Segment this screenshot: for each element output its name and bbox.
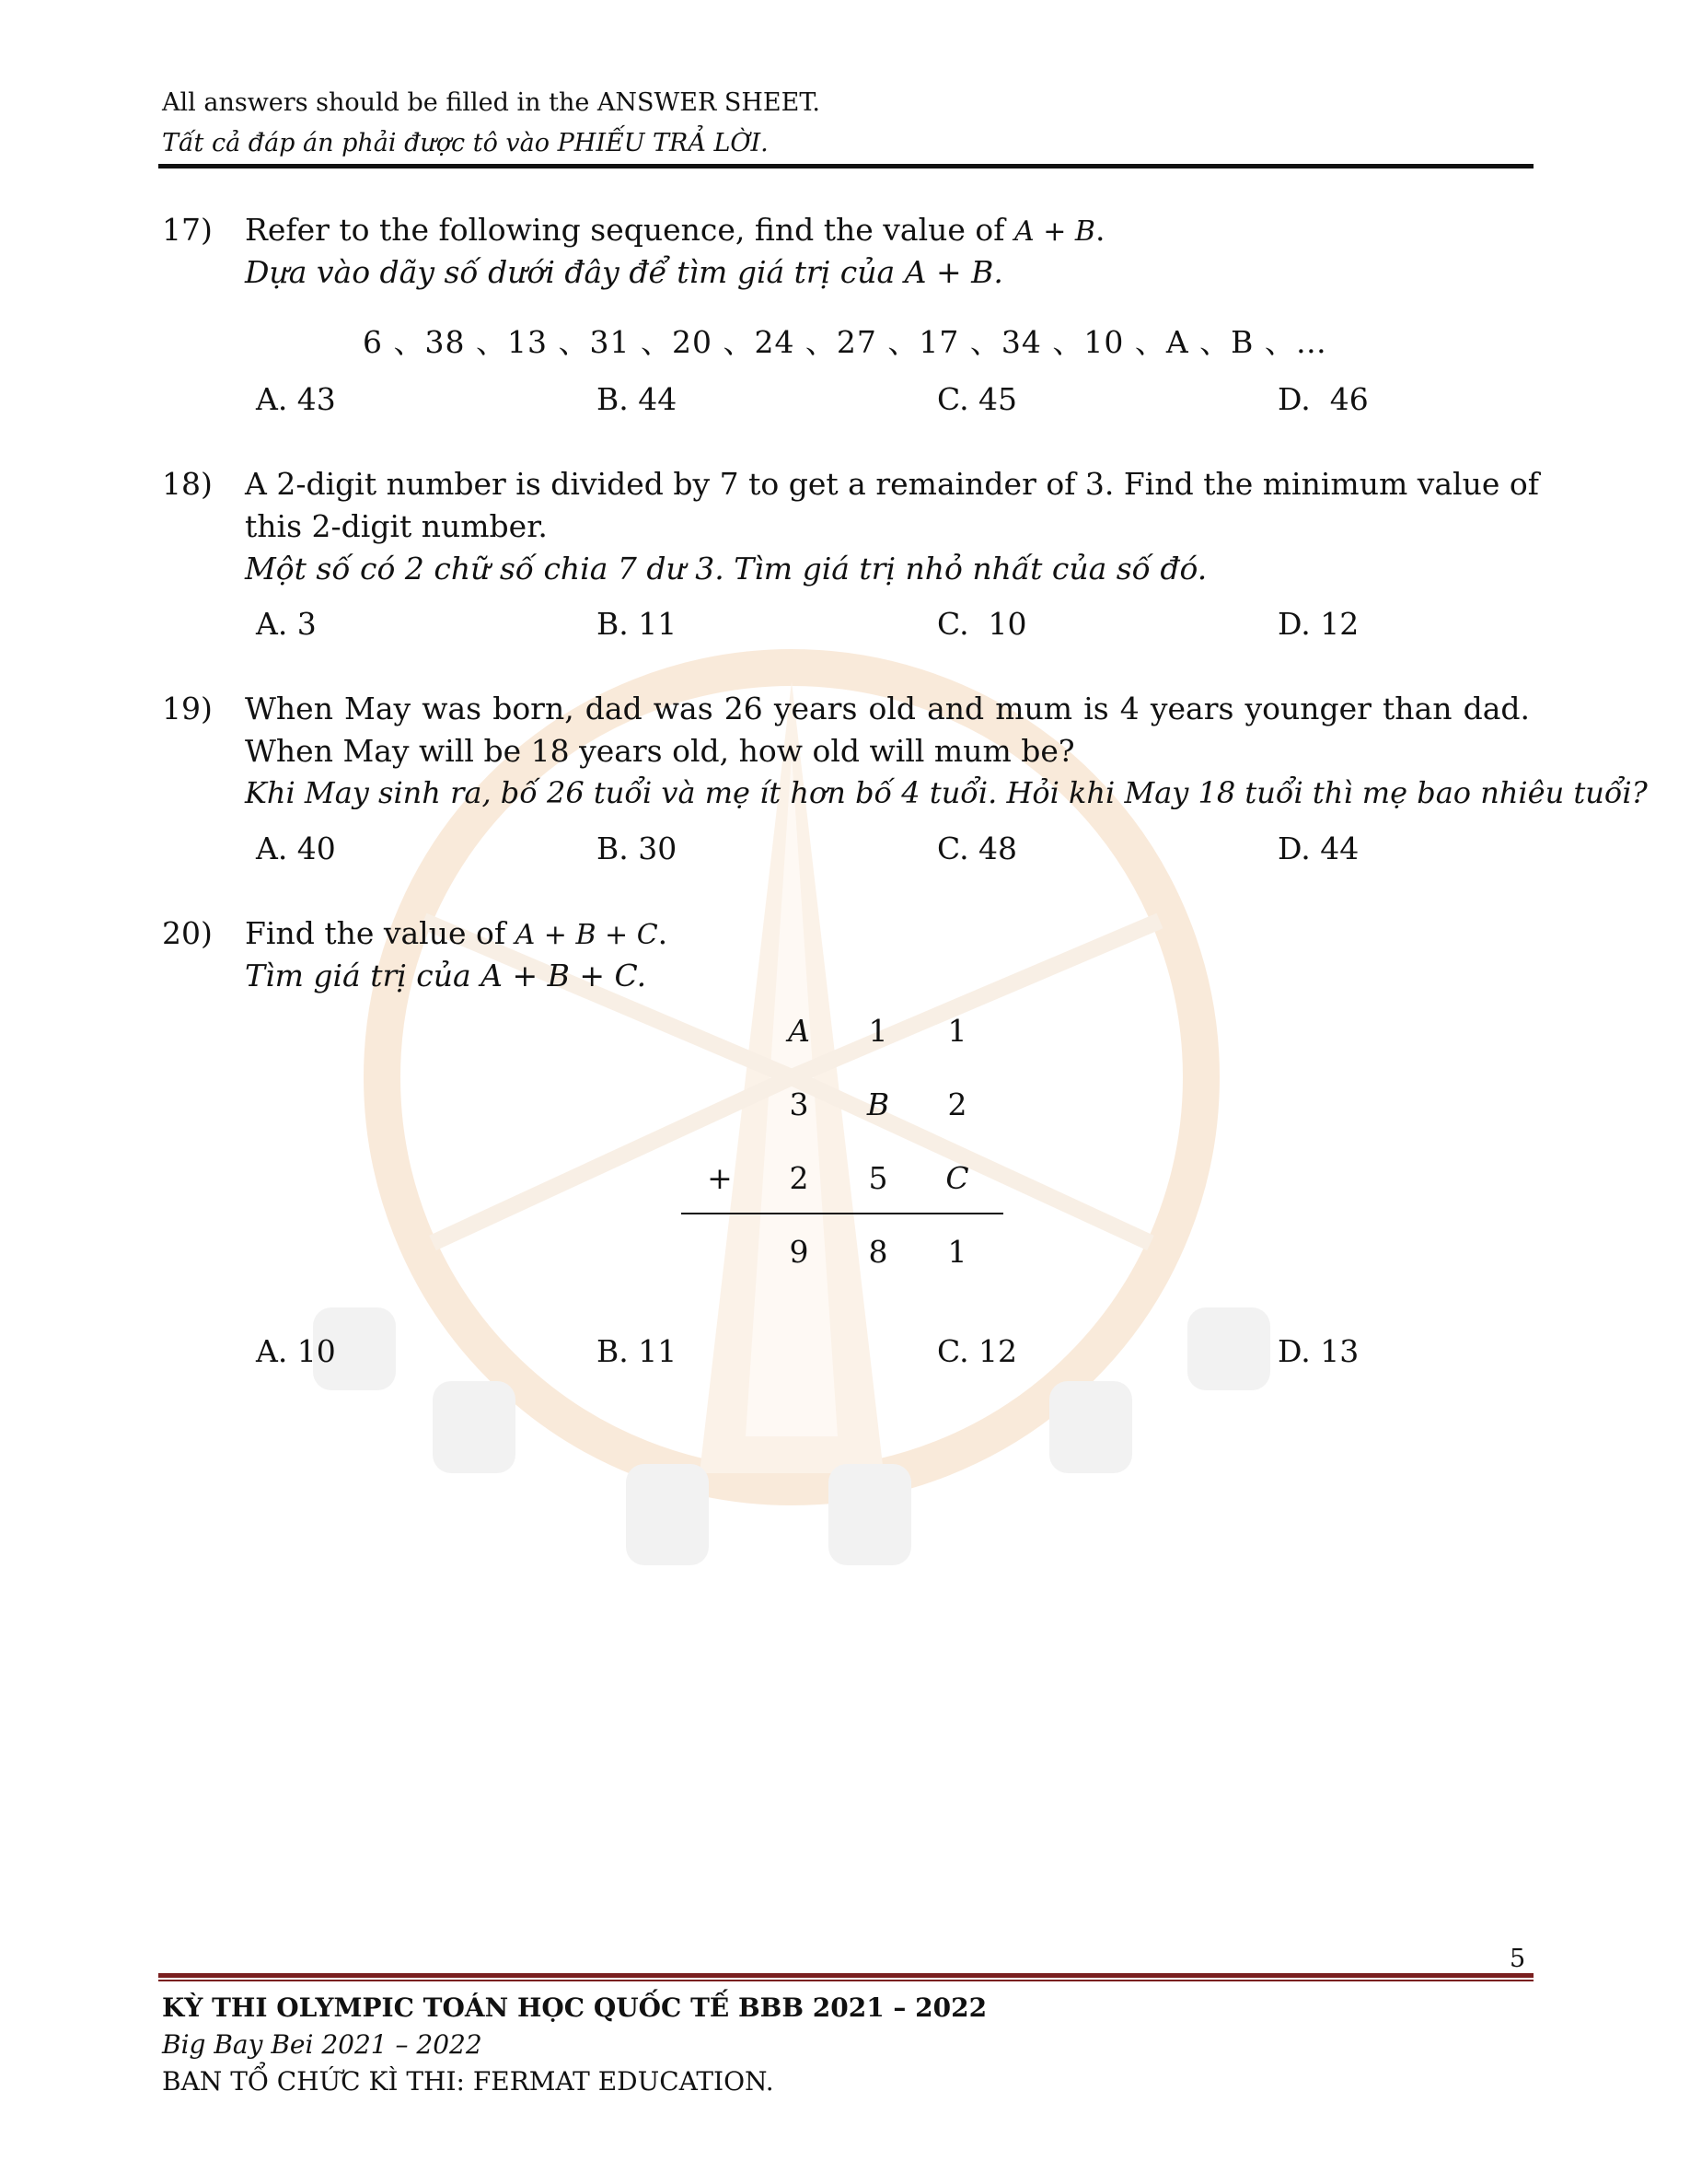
footer-divider bbox=[158, 1973, 1534, 1978]
question-18-option-d[interactable]: D. 12 bbox=[1278, 606, 1360, 642]
plus-sign: + bbox=[707, 1160, 733, 1196]
question-20-text: Find the value of bbox=[245, 915, 506, 951]
addition-result-digit: 8 bbox=[868, 1234, 888, 1270]
addition-cell: 2 bbox=[947, 1086, 967, 1122]
footer-organizer: BAN TỔ CHỨC KÌ THI: FERMAT EDUCATION. bbox=[162, 2066, 774, 2097]
question-20-vietnamese: Tìm giá trị của A + B + C. bbox=[245, 958, 647, 993]
question-20-option-c[interactable]: C. 12 bbox=[937, 1333, 1018, 1369]
question-19-option-a[interactable]: A. 40 bbox=[256, 831, 336, 866]
question-18-option-b[interactable]: B. 11 bbox=[596, 606, 677, 642]
footer-subtitle: Big Bay Bei 2021 – 2022 bbox=[162, 2029, 482, 2060]
addition-cell: 3 bbox=[789, 1086, 809, 1122]
question-20-option-b[interactable]: B. 11 bbox=[596, 1333, 677, 1369]
footer-divider-thin bbox=[158, 1980, 1534, 1981]
header-divider bbox=[158, 164, 1534, 168]
question-19-option-d[interactable]: D. 44 bbox=[1278, 831, 1360, 866]
question-18-option-c[interactable]: C. 10 bbox=[937, 606, 1027, 642]
question-17-option-c[interactable]: C. 45 bbox=[937, 381, 1018, 417]
instruction-english: All answers should be filled in the ANSWER SHEET. bbox=[162, 88, 820, 117]
question-19-option-b[interactable]: B. 30 bbox=[596, 831, 677, 866]
question-20-option-d[interactable]: D. 13 bbox=[1278, 1333, 1360, 1369]
question-19-vietnamese: Khi May sinh ra, bố 26 tuổi và mẹ ít hơn bố 4 tuổi. Hỏi khi May 18 tuổi thì mẹ bao nhiêu tuổi? bbox=[245, 775, 1648, 810]
addition-cell: A bbox=[788, 1013, 810, 1049]
question-20-english: Find the value of A + B + C. bbox=[245, 915, 668, 951]
addition-result-digit: 1 bbox=[947, 1234, 967, 1270]
addition-cell: C bbox=[945, 1160, 969, 1196]
instruction-vietnamese: Tất cả đáp án phải được tô vào PHIẾU TRẢ LỜI. bbox=[162, 129, 769, 157]
question-17-vietnamese: Dựa vào dãy số dưới đây để tìm giá trị của A + B. bbox=[245, 254, 1003, 290]
question-17-sequence: 6 、38 、13 、31 、20 、24 、27 、17 、34 、10 、A 、B 、… bbox=[363, 324, 1327, 360]
question-19-english-line1: When May was born, dad was 26 years old and mum is 4 years younger than dad. bbox=[245, 691, 1530, 726]
question-17-option-d[interactable]: D. 46 bbox=[1278, 381, 1369, 417]
addition-cell: B bbox=[866, 1086, 890, 1122]
question-17-math: A + B bbox=[1014, 215, 1095, 248]
addition-cell: 5 bbox=[868, 1160, 888, 1196]
addition-cell: 1 bbox=[947, 1013, 967, 1049]
question-18-option-a[interactable]: A. 3 bbox=[256, 606, 317, 642]
question-20-number: 20) bbox=[162, 915, 213, 951]
question-17-option-a[interactable]: A. 43 bbox=[256, 381, 336, 417]
question-18-vietnamese: Một số có 2 chữ số chia 7 dư 3. Tìm giá trị nhỏ nhất của số đó. bbox=[245, 551, 1208, 587]
question-17-english: Refer to the following sequence, find the value of A + B. bbox=[245, 212, 1105, 248]
question-17-option-b[interactable]: B. 44 bbox=[596, 381, 677, 417]
footer-exam-title: KỲ THI OLYMPIC TOÁN HỌC QUỐC TẾ BBB 2021 – 2022 bbox=[162, 1992, 988, 2023]
page-number: 5 bbox=[1510, 1945, 1526, 1973]
question-18-english-line1: A 2-digit number is divided by 7 to get a remainder of 3. Find the minimum value of bbox=[245, 466, 1539, 502]
question-20-option-a[interactable]: A. 10 bbox=[256, 1333, 336, 1369]
question-17-number: 17) bbox=[162, 212, 213, 248]
question-18-number: 18) bbox=[162, 466, 213, 502]
question-18-english-line2: this 2-digit number. bbox=[245, 508, 548, 544]
question-17-text: Refer to the following sequence, find the value of bbox=[245, 212, 1005, 248]
addition-cell: 2 bbox=[789, 1160, 809, 1196]
addition-result-digit: 9 bbox=[789, 1234, 809, 1270]
addition-sum-line bbox=[681, 1213, 1003, 1214]
question-19-english-line2: When May will be 18 years old, how old will mum be? bbox=[245, 733, 1075, 769]
addition-cell: 1 bbox=[868, 1013, 888, 1049]
question-19-option-c[interactable]: C. 48 bbox=[937, 831, 1018, 866]
question-20-math: A + B + C bbox=[515, 919, 658, 951]
question-19-number: 19) bbox=[162, 691, 213, 726]
